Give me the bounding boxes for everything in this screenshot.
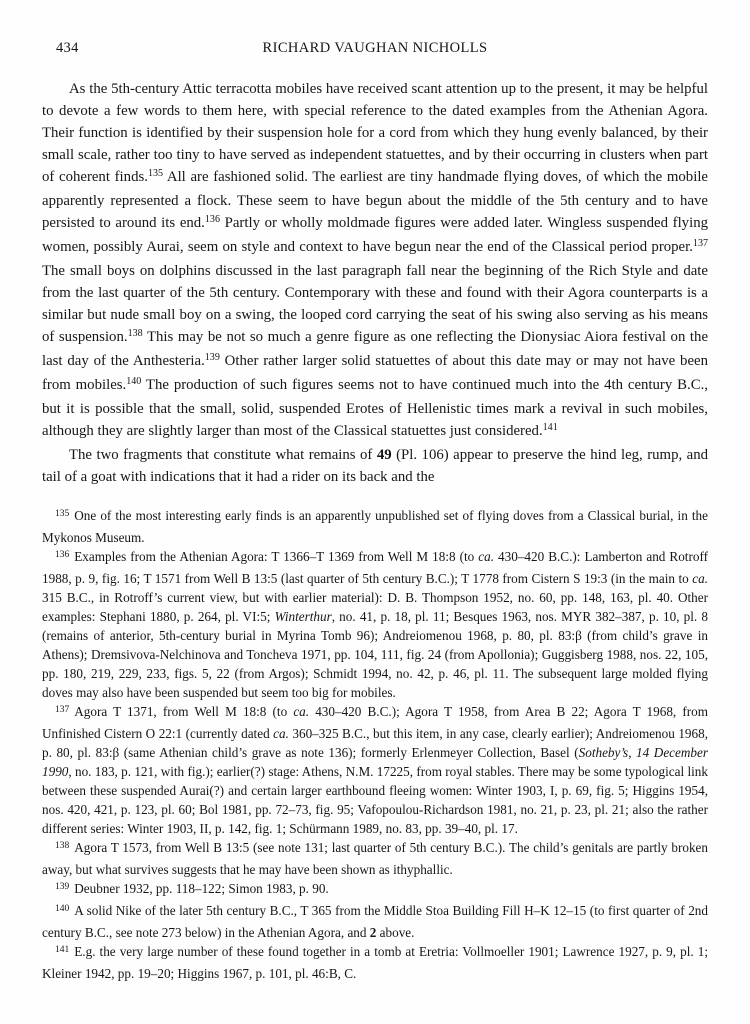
text-segment: , no. 183, p. 121, with fig.); earlier(?) stage: Athens, N.M. 17225, from royal stables. There may be some typological link between these suspended Aurai(?) and certain larger earthbound fleeing women: Winter 1903, I, p. 69, fig. 5; Higgins 1954, nos. 420, 421, p. 123, pl. 60; Bol 1981, pp. 72–73, fig. 95; Vafopoulou-Richardson 1981, no. 21, p. 23, pl. 21; also the rather different series: Winter 1903, II, p. 142, fig. 1; Schürmann 1989, no. 83, pp. 39–40, pl. 17. [42,764,708,836]
text-segment: Partly or wholly moldmade figures were added later. Wingless suspended flying women, possibly Aurai, seem on style and context to have begun near the end of the Classical period proper. [42,215,708,255]
text-segment: As the 5th-century Attic terracotta mobiles have received scant attention up to the present, it may be helpful to devote a few words to them here, with special reference to the dated examples from the Athenian Agora. Their function is identified by their suspension hole for a cord from which they hung evenly balanced, by their small scale, rather too tiny to have served as independent statuettes, and by their occurring in clusters when part of coherent finds. [42,81,708,185]
text-segment: Agora T 1573, from Well B 13:5 (see note 131; last quarter of 5th century B.C.). The child’s genitals are partly broken away, but what survives suggests that he may have been shown as ithyphallic. [42,840,708,877]
footnotes-section [42,506,708,983]
text-segment: 360–325 B.C., but this item, in any case, clearly earlier); Andreiomenou 1968, p. 80, pl. 83:β (same Athenian child’s grave as note 136); formerly Erlenmeyer Collection, Basel ( [42,726,708,760]
footnote-text [42,840,708,877]
footnote-text [42,704,708,836]
footnote-ref: 139 [204,352,220,364]
footnote-136 [42,547,708,702]
footnote-ref: 135 [147,168,164,180]
footnote-text [42,944,708,981]
footnote-ref: 140 [126,376,142,388]
text-segment: (Pl. 106) appear to preserve the hind leg, rump, and tail of a goat with indications that it had a rider on its back and the [42,447,709,485]
footnote-138 [42,838,708,879]
text-segment: The two fragments that constitute what remains of [69,447,377,463]
footnote-ref: 138 [127,328,143,340]
footnote-number: 136 [55,550,70,561]
footnote-text [42,549,708,700]
text-segment: ca. [692,571,708,586]
footnote-139 [42,879,708,901]
text-segment: The production of such figures seems not to have continued much into the 4th century B.C., but it is possible that the small, solid, suspended Erotes of Hellenistic times mark a revival in such mobiles, although they are slightly larger than most of the Classical statuettes just considered. [42,377,708,439]
text-segment: 430–420 B.C.): Lamberton and Rotroff 1988, p. 9, fig. 16; T 1571 from Well B 13:5 (last quarter of 5th century B.C.); T 1778 from Cistern S 19:3 (in the main to [42,549,708,586]
footnote-140 [42,901,708,942]
footnote-number: 140 [55,904,70,915]
text-segment: , no. 41, p. 18, pl. 11; Besques 1963, nos. MYR 382–387, p. 10, pl. 8 (remains of anterior, 5th-century burial in Myrina Tomb 96); Andreiomenou 1968, p. 80, pl. 83:β (from child’s grave in Athens); Dremsivova-Nelchinova and Toncheva 1971, pp. 104, 111, fig. 24 (from Apollonia); Guggisberg 1988, nos. 22, 105, pp. 180, 219, 229, 233, figs. 5, 22 (from Argos); Schmidt 1994, no. 42, p. 46, pl. 11. The subsequent large molded flying doves may also have been suspended but seem too big for mobiles. [42,609,708,700]
text-segment: Agora T 1371, from Well M 18:8 (to [74,704,294,719]
text-segment: 2 [369,925,377,940]
paragraph-mobiles [42,78,708,444]
footnote-number: 141 [55,945,70,956]
text-segment: E.g. the very large number of these found together in a tomb at Eretria: Vollmoeller 1901; Lawrence 1927, p. 9, pl. 1; Kleiner 1942, pp. 19–20; Higgins 1967, p. 101, pl. 46:B, C. [42,944,708,981]
text-segment: One of the most interesting early finds is an apparently unpublished set of flying doves from a Classical burial, in the Mykonos Museum. [42,508,708,545]
footnote-141 [42,942,708,983]
text-segment: 315 B.C., in Rotroff’s current view, but with earlier material): D. B. Thompson 1952, no. 60, pp. 148, 163, pl. 40. Other examples: Stephani 1880, p. 264, pl. VI:5; [42,590,708,624]
text-segment: 430–420 B.C.); Agora T 1958, from Area B 22; Agora T 1968, from Unfinished Cistern O 22:1 (currently dated [42,704,708,741]
footnote-text [42,903,708,940]
footnote-135 [42,506,708,547]
footnote-text [42,508,708,545]
text-segment: A solid Nike of the later 5th century B.C., T 365 from the Middle Stoa Building Fill H–K 12–15 (to first quarter of 2nd century B.C., see note 273 below) in the Athenian Agora, and [42,903,708,940]
text-segment: Deubner 1932, pp. 118–122; Simon 1983, p. 90. [74,881,329,896]
text-segment: ca. [293,704,310,719]
footnote-ref: 141 [542,422,558,434]
text-segment: 49 [376,447,392,463]
footnote-number: 135 [55,509,70,520]
text-segment: ca. [273,726,289,741]
main-text [42,78,708,488]
text-segment: Examples from the Athenian Agora: T 1366–T 1369 from Well M 18:8 (to [74,549,479,564]
footnote-number: 139 [55,882,70,893]
footnote-ref: 136 [204,214,220,226]
text-segment: Sotheby’s, 14 December 1990 [42,745,708,779]
page-number: 434 [56,40,79,56]
text-segment: The small boys on dolphins discussed in the last paragraph fall near the beginning of the Rich Style and date from the last quarter of the 5th century. Contemporary with these and found with their Agora counterparts is a similar but nude small boy on a swing, the looped cord carrying the seat of his swing also serving as his means of suspension. [42,263,708,345]
text-segment: Other rather larger solid statuettes of about this date may or may not have been from mobiles. [42,353,708,393]
footnote-number: 137 [55,705,70,716]
page-header [42,38,708,58]
footnote-text [74,881,328,896]
text-segment: above. [376,925,415,940]
footnote-137 [42,702,708,838]
text-segment: Winterthur [274,609,332,624]
footnote-number: 138 [55,841,70,852]
running-head: RICHARD VAUGHAN NICHOLLS [262,40,488,56]
text-segment: ca. [478,549,495,564]
text-segment: All are fashioned solid. The earliest are tiny handmade flying doves, of which the mobile apparently represented a flock. These seem to have begun about the middle of the 5th century and to have persisted to around its end. [42,169,708,231]
paragraph-fragments-49 [42,444,708,488]
text-segment: This may be not so much a genre figure as one reflecting the Dionysiac Aiora festival on the last day of the Anthesteria. [42,329,709,369]
footnote-ref: 137 [692,238,708,250]
